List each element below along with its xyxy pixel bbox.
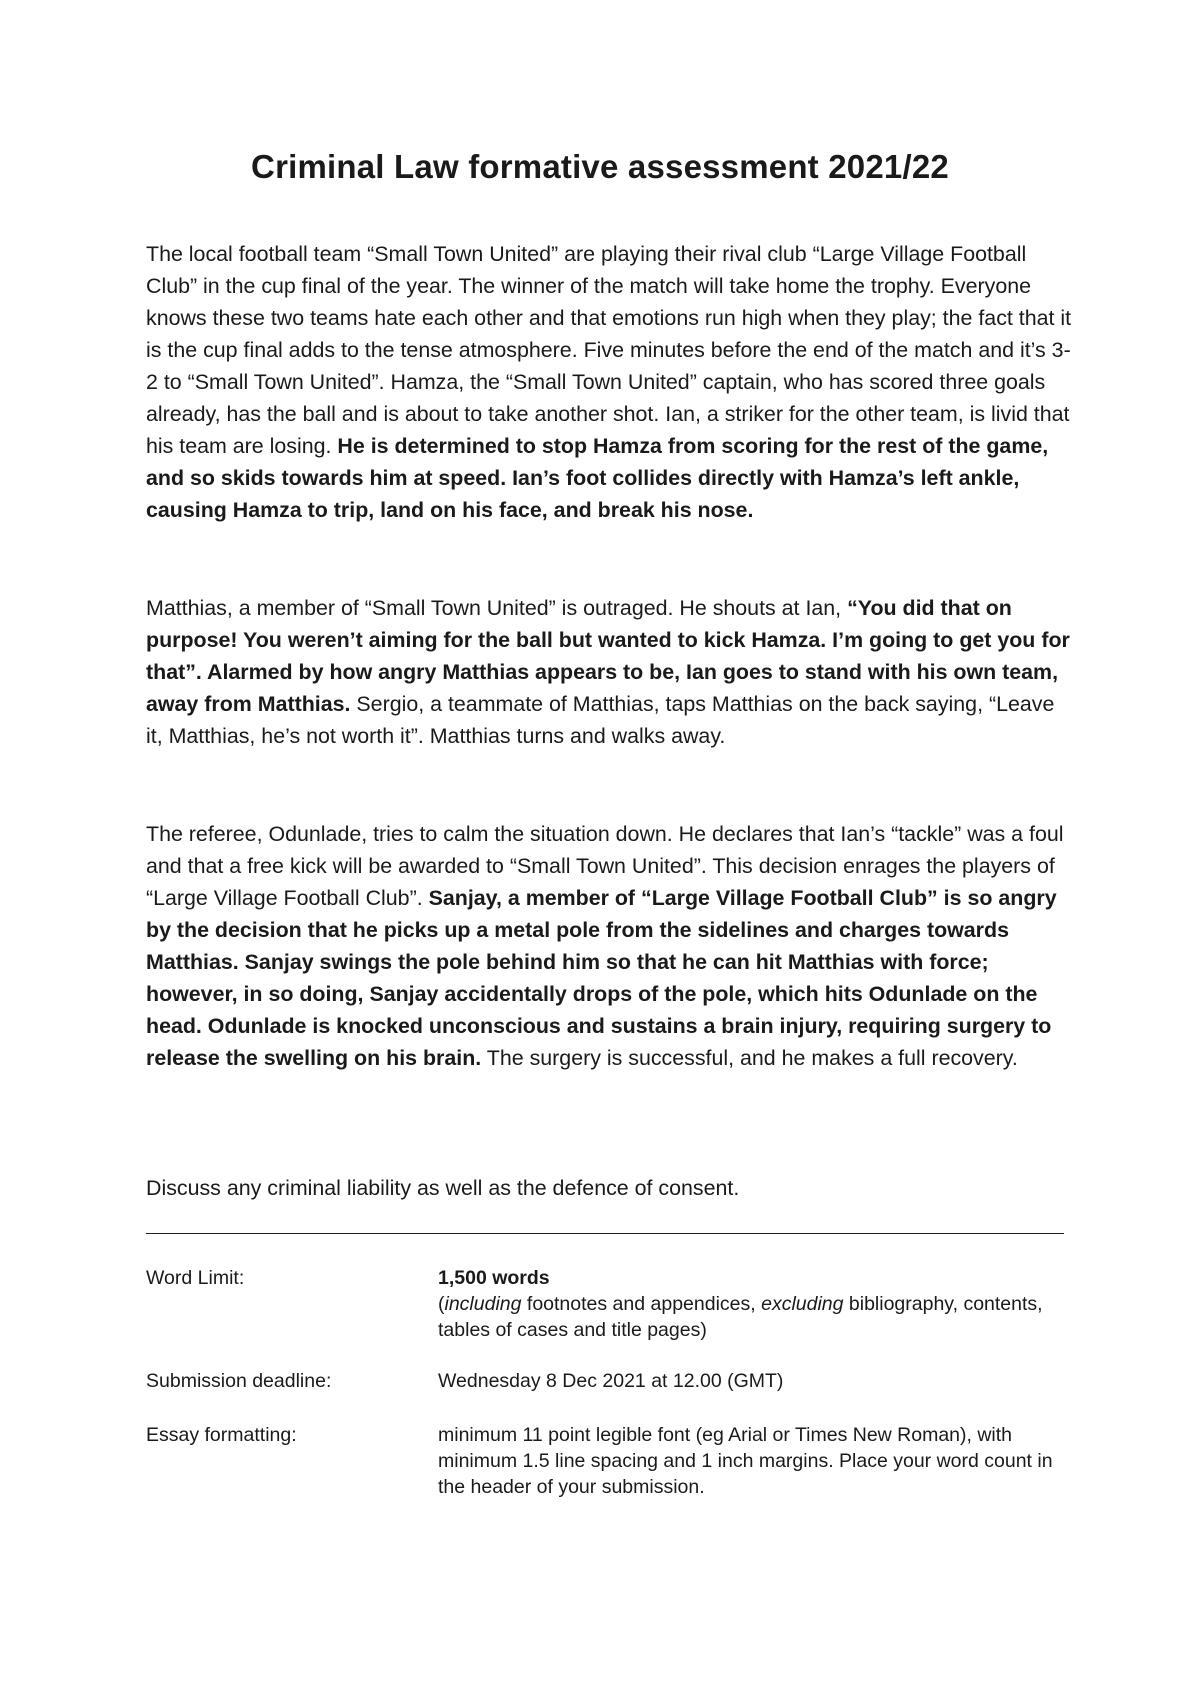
paragraph-2-text-start: Matthias, a member of “Small Town United” is outraged. He shouts at Ian,	[146, 596, 848, 620]
assessment-question: Discuss any criminal liability as well as the defence of consent.	[146, 1176, 740, 1200]
word-limit-note-paren: (	[438, 1293, 445, 1315]
essay-formatting-label: Essay formatting:	[146, 1424, 297, 1446]
paragraph-3-bold-text: Sanjay, a member of “Large Village Football Club” is so angry by the decision that he picks up a metal pole from the sidelines and charges towards Matthias. Sanjay swings the pole behind him so that he can hit Matthias with force; however, in so doing, Sanjay accidentally drops of the pole, which hits Odunlade on the head. Odunlade is knocked unconscious and sustains a brain injury, requiring surgery to release the swelling on his brain.	[146, 886, 1057, 1070]
document-title: Criminal Law formative assessment 2021/22	[251, 148, 949, 185]
word-limit-including: including	[444, 1293, 522, 1315]
paragraph-1-bold-text: He is determined to stop Hamza from scoring for the rest of the game, and so skids towards him at speed. Ian’s foot collides directly with Hamza’s left ankle, causing Hamza to trip, land on his face, and break his nose.	[146, 434, 1049, 522]
submission-deadline-label: Submission deadline:	[146, 1370, 332, 1392]
paragraph-3-text-start: The referee, Odunlade, tries to calm the situation down. He declares that Ian’s “tackle” was a foul and that a free kick will be awarded to “Small Town United”. This decision enrages the players of “Large Village Football Club”.	[146, 822, 1064, 910]
submission-deadline-value: Wednesday 8 Dec 2021 at 12.00 (GMT)	[438, 1370, 784, 1392]
paragraph-1-text: The local football team “Small Town United” are playing their rival club “Large Village Football Club” in the cup final of the year. The winner of the match will take home the trophy. Everyone knows these two teams hate each other and that emotions run high when they play; the fact that it is the cup final adds to the tense atmosphere. Five minutes before the end of the match and it’s 3-2 to “Small Town United”. Hamza, the “Small Town United” captain, who has scored three goals already, has the ball and is about to take another shot. Ian, a striker for the other team, is livid that his team are losing.	[146, 242, 1072, 458]
word-limit-label: Word Limit:	[146, 1267, 245, 1289]
paragraph-2-bold-text: “You did that on purpose! You weren’t aiming for the ball but wanted to kick Hamza. I’m going to get you for that”. Alarmed by how angry Matthias appears to be, Ian goes to stand with his own team, away from Matthias.	[146, 596, 1070, 716]
word-limit-note-mid: footnotes and appendices,	[521, 1293, 762, 1315]
word-limit-value	[438, 1265, 1078, 1343]
word-limit-count: 1,500 words	[438, 1267, 550, 1289]
paragraph-2-text-end: Sergio, a teammate of Matthias, taps Matthias on the back saying, “Leave it, Matthias, he’s not worth it”. Matthias turns and walks away.	[146, 692, 1055, 748]
word-limit-excluding: excluding	[761, 1293, 844, 1315]
scenario-paragraph-2	[146, 592, 1076, 752]
scenario-paragraph-3	[146, 818, 1076, 1074]
word-limit-note	[438, 1291, 1078, 1343]
horizontal-divider	[146, 1233, 1064, 1234]
essay-formatting-value: minimum 11 point legible font (eg Arial or Times New Roman), with minimum 1.5 line spacing and 1 inch margins. Place your word count in the header of your submission.	[438, 1424, 1053, 1498]
word-limit-note-rest: bibliography, contents, tables of cases and title pages)	[438, 1293, 1043, 1341]
scenario-paragraph-1	[146, 238, 1076, 526]
paragraph-3-text-end: The surgery is successful, and he makes a full recovery.	[481, 1046, 1018, 1070]
